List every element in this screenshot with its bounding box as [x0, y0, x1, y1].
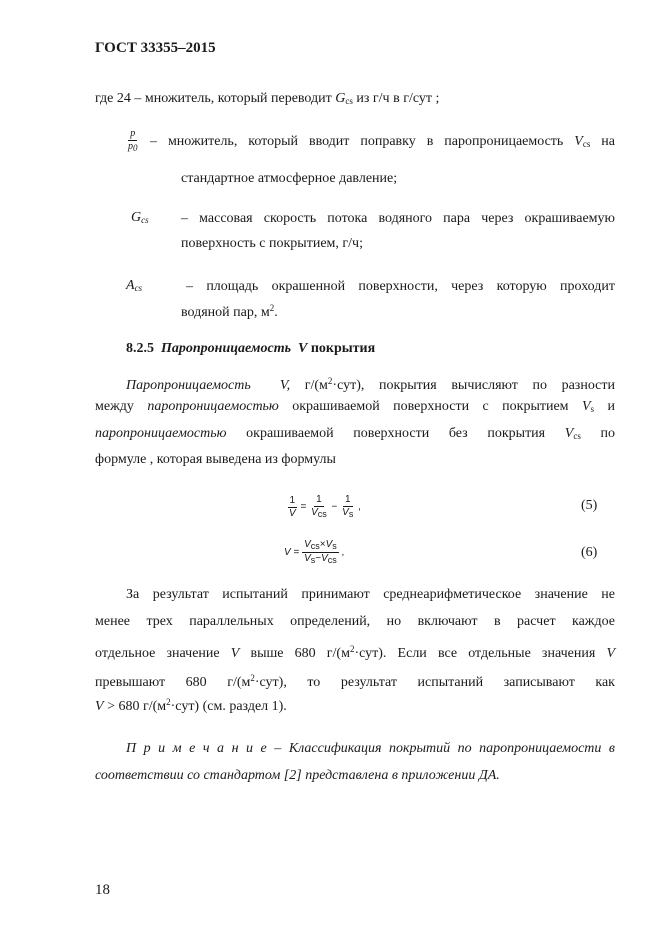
para1-line2: между паропроницаемостью окрашиваемой поверхности с покрытием $V_s$ и [95, 399, 615, 414]
equation-5-number: (5) [581, 498, 598, 513]
para2-line3: отдельное значение V выше 680 $г/(м^2\cdot сут)$. Если все отдельные значения V [95, 644, 615, 661]
para1-line4: формуле , которая выведена из формулы [95, 452, 336, 467]
para2-line1: За результат испытаний принимают среднеарифметическое значение не [126, 587, 615, 602]
para1-line3: паропроницаемостью окрашиваемой поверхности без покрытия $V_{cs}$ по [95, 426, 615, 441]
definition-gcs-cont: поверхность с покрытием, г/ч; [181, 236, 363, 251]
definition-intro: где 24 – множитель, который переводит $G_{cs}$ из г/ч в г/сут ; [95, 91, 440, 106]
definition-gcs: – массовая скорость потока водяного пара через окрашиваемую [181, 211, 615, 226]
para1-line1: Паропроницаемость V, $г/(м^2\cdot сут)$, покрытия вычисляют по разности [126, 376, 615, 393]
symbol-acs: $A_{cs}$ [126, 278, 143, 293]
page-number: 18 [95, 882, 110, 898]
document-header: ГОСТ 33355–2015 [95, 40, 216, 56]
equation-5: $\frac{1}{V}$ = $\frac{1}{V_{cs}}$ − $\frac{1}{V_s}$ , [289, 494, 361, 519]
symbol-gcs: $G_{cs}$ [131, 210, 149, 225]
equation-6-number: (6) [581, 545, 598, 560]
section-heading: 8.2.5 Паропроницаемость V покрытия [126, 341, 376, 356]
para2-line4: превышают 680 $г/(м^2\cdot сут)$, то результат испытаний записывают как [95, 673, 615, 690]
definition-acs: – площадь окрашенной поверхности, через которую проходит [186, 279, 615, 294]
para2-line2: менее трех параллельных определений, но включают в расчет каждое [95, 614, 615, 629]
para2-line5: V > 680 $г/(м^2\cdot сут)$ (см. раздел 1). [95, 697, 287, 714]
definition-acs-cont: водяной пар, $м^2$. [181, 303, 278, 320]
note-line1: П р и м е ч а н и е – Классификация покрытий по паропроницаемости в [126, 741, 615, 756]
definition-pressure-cont: стандартное атмосферное давление; [181, 171, 398, 186]
definition-pressure: – множитель, который вводит поправку в паропроницаемость $V_{cs}$ на [150, 134, 615, 149]
pressure-ratio-fraction: $\frac{p}{p_0}$ [128, 128, 138, 153]
note-line2: соответствии со стандартом [2] представлена в приложении ДА. [95, 768, 500, 783]
equation-6: V = $\frac{V_{cs}\times V_s}{V_s-V_{cs}}$ , [284, 539, 345, 565]
